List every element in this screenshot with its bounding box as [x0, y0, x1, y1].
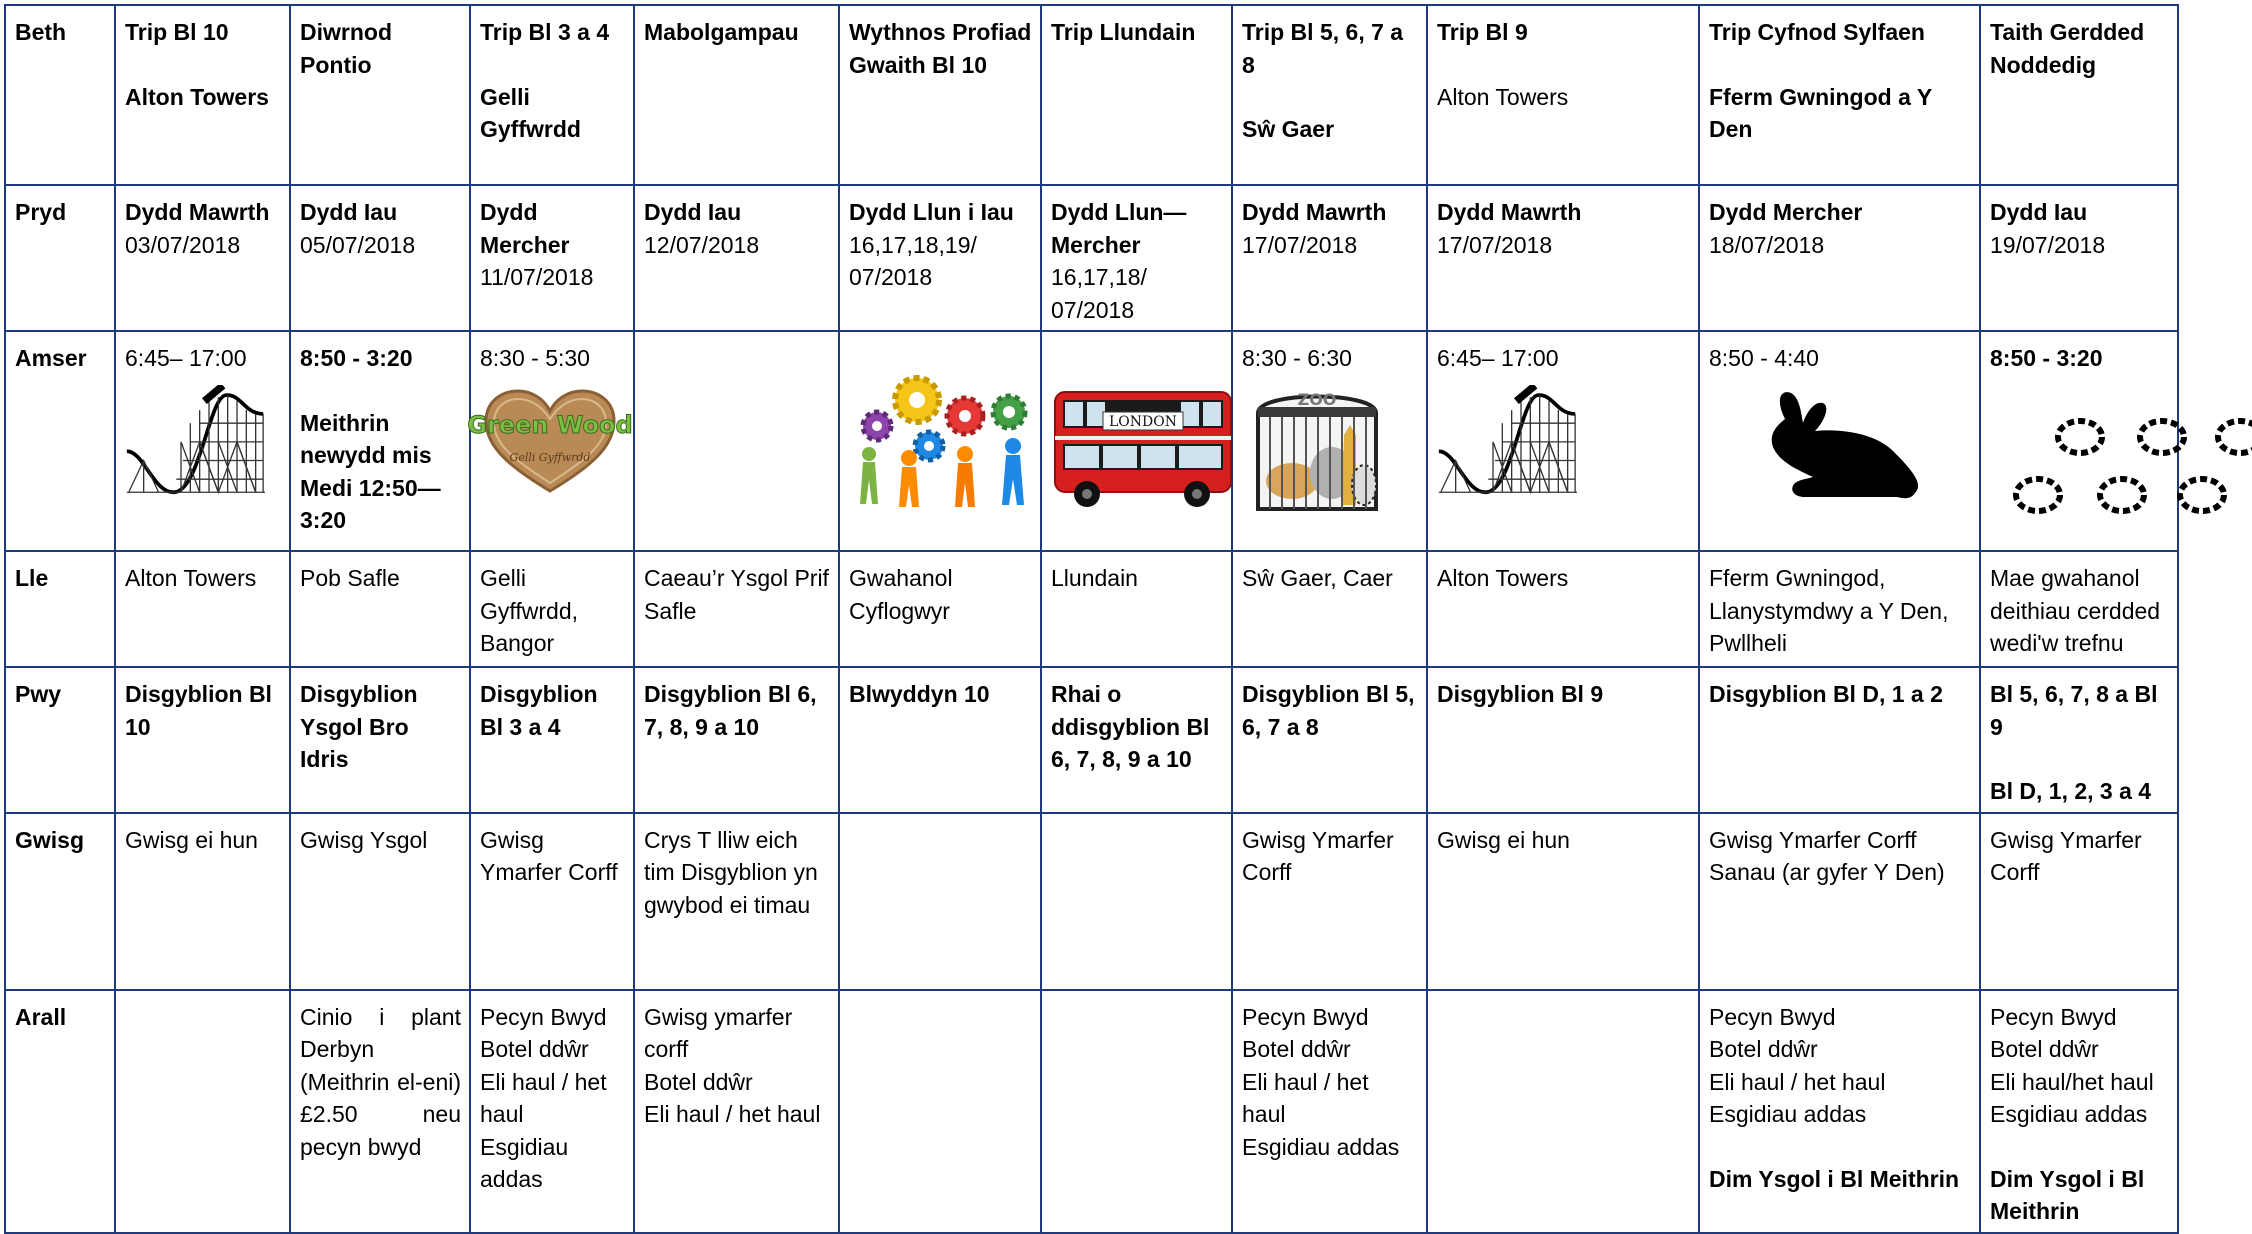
other-cell: [1232, 990, 1427, 1233]
other-item: Esgidiau addas: [1242, 1133, 1400, 1160]
event-date: 16,17,18,19/ 07/2018: [849, 231, 977, 290]
who-cell: Disgyblion Bl 9: [1427, 667, 1699, 813]
other-cell: [1980, 990, 2178, 1233]
event-title: Trip Bl 3 a 4: [480, 19, 610, 45]
other-cell: [1041, 990, 1232, 1233]
other-item: Pecyn Bwyd: [1990, 1003, 2117, 1030]
other-item: Esgidiau addas: [1990, 1101, 2148, 1127]
other-item: Gwisg ymarfer corff: [644, 1003, 793, 1062]
other-item: Botel ddŵr: [1990, 1036, 2099, 1062]
event-day: Dydd Llun— Mercher: [1051, 199, 1187, 258]
event-title: Trip Cyfnod Sylfaen: [1709, 19, 1925, 45]
other-item: Botel ddŵr: [1709, 1036, 1818, 1062]
clothing-cell: Gwisg Ymarfer Corff: [1232, 813, 1427, 990]
event-time: 8:50 - 3:20: [1990, 345, 2103, 371]
time-cell: [1232, 331, 1427, 551]
event-date: 11/07/2018: [480, 264, 594, 290]
time-cell: [1980, 331, 2178, 551]
event-day: Dydd Iau: [1990, 199, 2088, 225]
row-label-pwy: Pwy: [5, 667, 115, 813]
other-cell: [1427, 990, 1699, 1233]
event-time: 8:50 - 3:20: [300, 345, 413, 371]
events-table: [4, 4, 2179, 1234]
row-label-arall: Arall: [5, 990, 115, 1233]
event-title-cell: [470, 5, 634, 185]
location-cell: Gwahanol Cyflogwyr: [839, 551, 1041, 667]
row-pryd: [5, 185, 2178, 331]
event-title-cell: [634, 5, 839, 185]
other-item: Botel ddŵr: [1242, 1036, 1351, 1062]
other-item: Eli haul / het haul: [1242, 1068, 1369, 1127]
location-cell: Caeau’r Ysgol Prif Safle: [634, 551, 839, 667]
clothing-cell: Gwisg Ymarfer Corff: [1980, 813, 2178, 990]
event-day: Dydd Llun i Iau: [849, 199, 1014, 225]
event-subtitle: Gelli Gyffwrdd: [480, 83, 581, 142]
zoo-sign-text: ZOO: [1297, 389, 1337, 409]
location-cell: Llundain: [1041, 551, 1232, 667]
event-title: Trip Llundain: [1051, 19, 1196, 45]
date-cell: [839, 185, 1041, 331]
event-time: 6:45– 17:00: [1437, 345, 1559, 371]
other-cell: Cinio i plant Derbyn (Meithrin el-eni) £2.50 neu pecyn bwyd: [290, 990, 470, 1233]
who-line: Bl 5, 6, 7, 8 a Bl 9: [1990, 681, 2158, 740]
other-item: Pecyn Bwyd: [1242, 1003, 1369, 1030]
event-title-cell: [115, 5, 290, 185]
who-cell: Blwyddyn 10: [839, 667, 1041, 813]
event-day: Dydd Iau: [644, 199, 742, 225]
other-item: Eli haul / het haul: [644, 1101, 821, 1127]
event-title: Trip Bl 10: [125, 19, 229, 45]
other-item: Botel ddŵr: [480, 1036, 589, 1062]
row-lle: [5, 551, 2178, 667]
event-day: Dydd Mawrth: [1242, 199, 1387, 225]
event-date: 17/07/2018: [1437, 231, 1553, 258]
date-cell: [1980, 185, 2178, 331]
other-item: Esgidiau addas: [1709, 1101, 1867, 1127]
row-amser: [5, 331, 2178, 551]
date-cell: [470, 185, 634, 331]
event-title: Mabolgampau: [644, 19, 799, 45]
event-title-cell: [1699, 5, 1980, 185]
event-time: 6:45– 17:00: [125, 345, 247, 371]
location-cell: Gelli Gyffwrdd, Bangor: [470, 551, 634, 667]
event-date: 19/07/2018: [1990, 231, 2106, 258]
roller-coaster-icon: [125, 385, 265, 495]
event-date: 03/07/2018: [125, 231, 241, 258]
event-day: Dydd Mercher: [1709, 199, 1863, 225]
event-date: 05/07/2018: [300, 231, 416, 258]
event-date: 12/07/2018: [644, 231, 760, 258]
other-item: Pecyn Bwyd: [1709, 1003, 1836, 1030]
clothing-cell: Gwisg Ymarfer Corff: [470, 813, 634, 990]
location-cell: Sŵ Gaer, Caer: [1232, 551, 1427, 667]
gears-people-icon: [849, 370, 1034, 510]
event-time: 8:30 - 5:30: [480, 345, 590, 371]
other-cell: [839, 990, 1041, 1233]
row-label-pryd: Pryd: [5, 185, 115, 331]
other-note: Dim Ysgol i Bl Meithrin: [1709, 1165, 1960, 1192]
event-subtitle: Alton Towers: [125, 83, 269, 110]
other-item: Pecyn Bwyd: [480, 1003, 607, 1030]
date-cell: [1699, 185, 1980, 331]
event-title: Taith Gerdded Noddedig: [1990, 19, 2145, 78]
event-day: Dydd Iau: [300, 199, 398, 225]
event-title: Trip Bl 5, 6, 7 a 8: [1242, 19, 1404, 78]
event-title-cell: [839, 5, 1041, 185]
event-title-cell: [1232, 5, 1427, 185]
location-cell: Alton Towers: [115, 551, 290, 667]
who-cell: Rhai o ddisgyblion Bl 6, 7, 8, 9 a 10: [1041, 667, 1232, 813]
who-cell: Disgyblion Ysgol Bro Idris: [290, 667, 470, 813]
event-title: Diwrnod Pontio: [300, 19, 392, 78]
event-date: 17/07/2018: [1242, 231, 1358, 258]
who-cell: Disgyblion Bl 3 a 4: [470, 667, 634, 813]
other-note: Dim Ysgol i Bl Meithrin: [1990, 1165, 2145, 1224]
event-subtitle: Alton Towers: [1437, 83, 1569, 110]
row-pwy: [5, 667, 2178, 813]
event-date: 18/07/2018: [1709, 231, 1825, 258]
event-day: Dydd Mawrth: [1437, 199, 1582, 225]
location-cell: Mae gwahanol deithiau cerdded wedi'w trefnu: [1980, 551, 2178, 667]
greenwood-logo: [467, 387, 633, 497]
row-label-beth: Beth: [5, 5, 115, 185]
time-cell: [115, 331, 290, 551]
footprints-icon: [1990, 393, 2252, 523]
event-title: Wythnos Profiad Gwaith Bl 10: [849, 19, 1032, 78]
event-subtitle: Fferm Gwningod a Y Den: [1709, 83, 1932, 142]
who-cell: Disgyblion Bl 10: [115, 667, 290, 813]
date-cell: [634, 185, 839, 331]
row-arall: [5, 990, 2178, 1233]
bus-sign-text: LONDON: [1109, 414, 1177, 430]
row-label-gwisg: Gwisg: [5, 813, 115, 990]
clothing-cell: Gwisg Ysgol: [290, 813, 470, 990]
location-cell: Alton Towers: [1427, 551, 1699, 667]
clothing-cell: Gwisg Ymarfer Corff Sanau (ar gyfer Y Den): [1699, 813, 1980, 990]
time-cell: [1427, 331, 1699, 551]
time-cell: [1699, 331, 1980, 551]
event-title-cell: [290, 5, 470, 185]
roller-coaster-icon: [1437, 385, 1577, 495]
event-title: Trip Bl 9: [1437, 19, 1528, 45]
who-cell: Disgyblion Bl 6, 7, 8, 9 a 10: [634, 667, 839, 813]
event-time: 8:50 - 4:40: [1709, 345, 1819, 371]
event-day: Dydd Mercher: [480, 199, 570, 258]
date-cell: [1041, 185, 1232, 331]
time-cell: [1041, 331, 1232, 551]
other-cell: [1699, 990, 1980, 1233]
row-gwisg: [5, 813, 2178, 990]
zoo-cage-icon: [1252, 385, 1382, 515]
other-item: Eli haul / het haul: [1709, 1068, 1886, 1095]
other-item: Esgidiau addas: [480, 1133, 569, 1192]
location-cell: Fferm Gwningod, Llanystymdwy a Y Den, Pwllheli: [1699, 551, 1980, 667]
logo-main-text: Green Wood: [467, 410, 633, 439]
who-cell: Disgyblion Bl D, 1 a 2: [1699, 667, 1980, 813]
clothing-cell: [839, 813, 1041, 990]
clothing-cell: Gwisg ei hun: [115, 813, 290, 990]
clothing-cell: Crys T lliw eich tim Disgyblion yn gwybod ei timau: [634, 813, 839, 990]
time-cell: [290, 331, 470, 551]
clothing-cell: [1041, 813, 1232, 990]
row-beth: [5, 5, 2178, 185]
date-cell: [290, 185, 470, 331]
logo-sub-text: Gelli Gyffwrdd: [509, 450, 591, 464]
location-cell: Pob Safle: [290, 551, 470, 667]
event-title-cell: [1427, 5, 1699, 185]
other-item: Eli haul / het haul: [480, 1068, 607, 1127]
other-item: Eli haul/het haul: [1990, 1068, 2154, 1095]
clothing-cell: Gwisg ei hun: [1427, 813, 1699, 990]
time-cell: [634, 331, 839, 551]
event-day: Dydd Mawrth: [125, 199, 270, 225]
event-time-note: Meithrin newydd mis Medi 12:50—3:20: [300, 409, 441, 533]
who-cell: [1980, 667, 2178, 813]
date-cell: [1427, 185, 1699, 331]
time-cell: [839, 331, 1041, 551]
rabbit-icon: [1745, 389, 1941, 509]
row-label-amser: Amser: [5, 331, 115, 551]
time-cell: [467, 331, 634, 551]
who-cell: Disgyblion Bl 5, 6, 7 a 8: [1232, 667, 1427, 813]
other-cell: [470, 990, 634, 1233]
other-item: Botel ddŵr: [644, 1068, 753, 1095]
other-cell: [115, 990, 290, 1233]
date-cell: [1232, 185, 1427, 331]
event-title-cell: [1980, 5, 2178, 185]
other-cell: [634, 990, 839, 1233]
event-title-cell: [1041, 5, 1232, 185]
event-date: 16,17,18/ 07/2018: [1051, 264, 1147, 323]
event-time: 8:30 - 6:30: [1242, 345, 1352, 371]
event-subtitle: Sŵ Gaer: [1242, 116, 1335, 142]
who-line: Bl D, 1, 2, 3 a 4: [1990, 778, 2152, 804]
row-label-lle: Lle: [5, 551, 115, 667]
london-bus-icon: [1051, 382, 1235, 510]
date-cell: [115, 185, 290, 331]
